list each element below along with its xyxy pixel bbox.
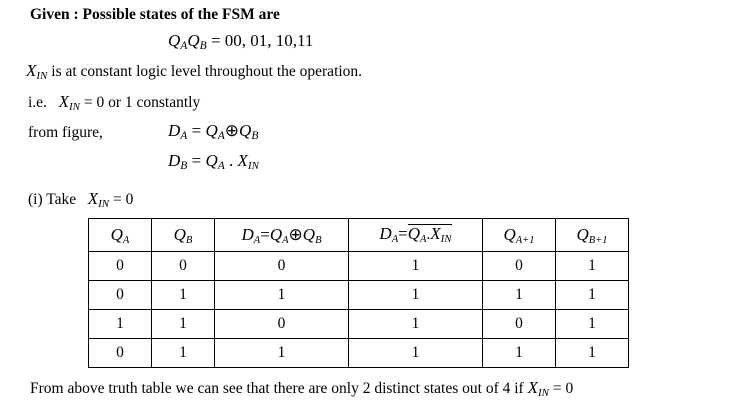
header-overline-group [408,224,452,246]
cell-r2c4: 0 [483,310,556,339]
cell-r1c2: 1 [215,281,349,310]
db-equals: = [191,151,202,170]
da-symbol: D [168,121,181,140]
cell-r1c3: 1 [349,281,483,310]
da-equals: = [191,121,202,140]
da-qa-subscript: A [217,129,225,143]
header-qb1-subscript: B+1 [588,234,608,246]
header-da-qb-symbol: Q [302,224,316,244]
states-line [168,32,313,53]
states-values: = 00, 01, 10,11 [210,31,314,50]
db-xin-subscript: IN [247,160,259,173]
header-qb-subscript: B [185,234,193,246]
table-row [89,252,629,281]
cell-r2c5: 1 [556,310,629,339]
db-xin-symbol: X [237,151,248,170]
conclusion-line [30,378,573,399]
header-da-qa-subscript: A [282,234,289,246]
cell-r1c0: 0 [89,281,152,310]
ie-xin-symbol: X [58,92,69,111]
cell-r1c5: 1 [556,281,629,310]
cell-r2c1: 1 [152,310,215,339]
header-qb1-symbol: Q [576,224,589,244]
header-da2-qa-subscript: A [420,234,427,246]
db-qa-subscript: A [217,159,225,173]
header-da2-subscript: A [391,234,399,246]
cell-r0c5: 1 [556,252,629,281]
conclusion-xin-subscript: IN [537,387,549,400]
xin-symbol: X [26,61,37,80]
cell-r2c3: 1 [349,310,483,339]
truth-table [88,218,629,368]
take-label: (i) Take [28,191,77,208]
header-da2-xin-subscript: IN [440,233,452,246]
da-equation [168,122,258,143]
cell-r0c4: 0 [483,252,556,281]
ie-line [28,93,200,113]
given-label: Given : [30,6,79,23]
header-da2-symbol: D [379,224,392,244]
from-figure-line [28,124,103,141]
header-da-subscript: A [253,234,261,246]
db-subscript: B [180,159,188,173]
cell-r3c4: 1 [483,339,556,368]
da-qb-subscript: B [251,129,259,143]
header-qb-symbol: Q [173,224,186,244]
conclusion-value: = 0 [552,380,574,397]
header-cell-da-xor [215,219,349,252]
da-qa-symbol: Q [205,121,218,140]
truth-table-wrapper [88,218,629,368]
xor-icon: ⊕ [224,121,240,140]
header-qa1-subscript: A+1 [515,234,535,246]
cell-r3c5: 1 [556,339,629,368]
xin-constant-line [26,62,362,82]
header-da-qb-subscript: B [315,234,322,246]
cell-r2c2: 0 [215,310,349,339]
table-row [89,310,629,339]
cell-r0c3: 1 [349,252,483,281]
header-cell-qa1 [483,219,556,252]
header-qa-subscript: A [122,234,130,246]
multiply-dot-icon: . [229,151,234,170]
da-qb-symbol: Q [239,121,252,140]
table-row [89,281,629,310]
header-da-qa-symbol: Q [269,224,283,244]
ie-xin-subscript: IN [68,101,80,114]
conclusion-xin-symbol: X [527,378,538,397]
header-da-equals: = [260,224,270,244]
cell-r3c0: 0 [89,339,152,368]
cell-r2c0: 1 [89,310,152,339]
cell-r0c1: 0 [152,252,215,281]
header-cell-qa [89,219,152,252]
state-qa-symbol: Q [168,31,181,50]
xin-subscript: IN [36,70,48,83]
da-subscript: A [180,129,188,143]
header-da2-xin-symbol: X [430,224,441,244]
cell-r3c3: 1 [349,339,483,368]
state-qb-subscript: B [199,39,207,53]
take-line [28,190,133,210]
ie-value: = 0 or 1 constantly [83,94,201,111]
cell-r0c2: 0 [215,252,349,281]
truth-table-header [89,219,629,252]
cell-r3c1: 1 [152,339,215,368]
cell-r3c2: 1 [215,339,349,368]
table-header-row [89,219,629,252]
conclusion-text: From above truth table we can see that there are only 2 distinct states out of 4 if [30,380,524,397]
header-da2-equals: = [398,224,408,244]
cell-r1c4: 1 [483,281,556,310]
header-multiply-dot-icon: . [426,227,431,244]
db-equation [168,152,259,173]
state-qb-symbol: Q [187,31,200,50]
take-xin-symbol: X [87,189,99,208]
header-da-symbol: D [241,224,254,244]
take-value: = 0 [113,191,134,208]
cell-r1c1: 1 [152,281,215,310]
xin-constant-text: is at constant logic level throughout the operation. [51,63,363,80]
db-qa-symbol: Q [205,151,218,170]
table-row [89,339,629,368]
truth-table-body [89,252,629,368]
from-figure-label: from figure, [28,124,103,141]
take-xin-subscript: IN [98,198,110,211]
state-qa-subscript: A [180,39,188,53]
header-xor-icon: ⊕ [288,224,303,244]
cell-r0c0: 0 [89,252,152,281]
given-text: Possible states of the FSM are [82,6,280,23]
ie-label: i.e. [28,94,47,111]
header-cell-qb1 [556,219,629,252]
header-qa-symbol: Q [110,224,123,244]
header-da2-qa-symbol: Q [407,224,420,244]
header-cell-qb [152,219,215,252]
db-symbol: D [168,151,181,170]
header-cell-da-and-bar [349,219,483,252]
given-line [30,6,280,23]
header-qa1-symbol: Q [503,224,516,244]
